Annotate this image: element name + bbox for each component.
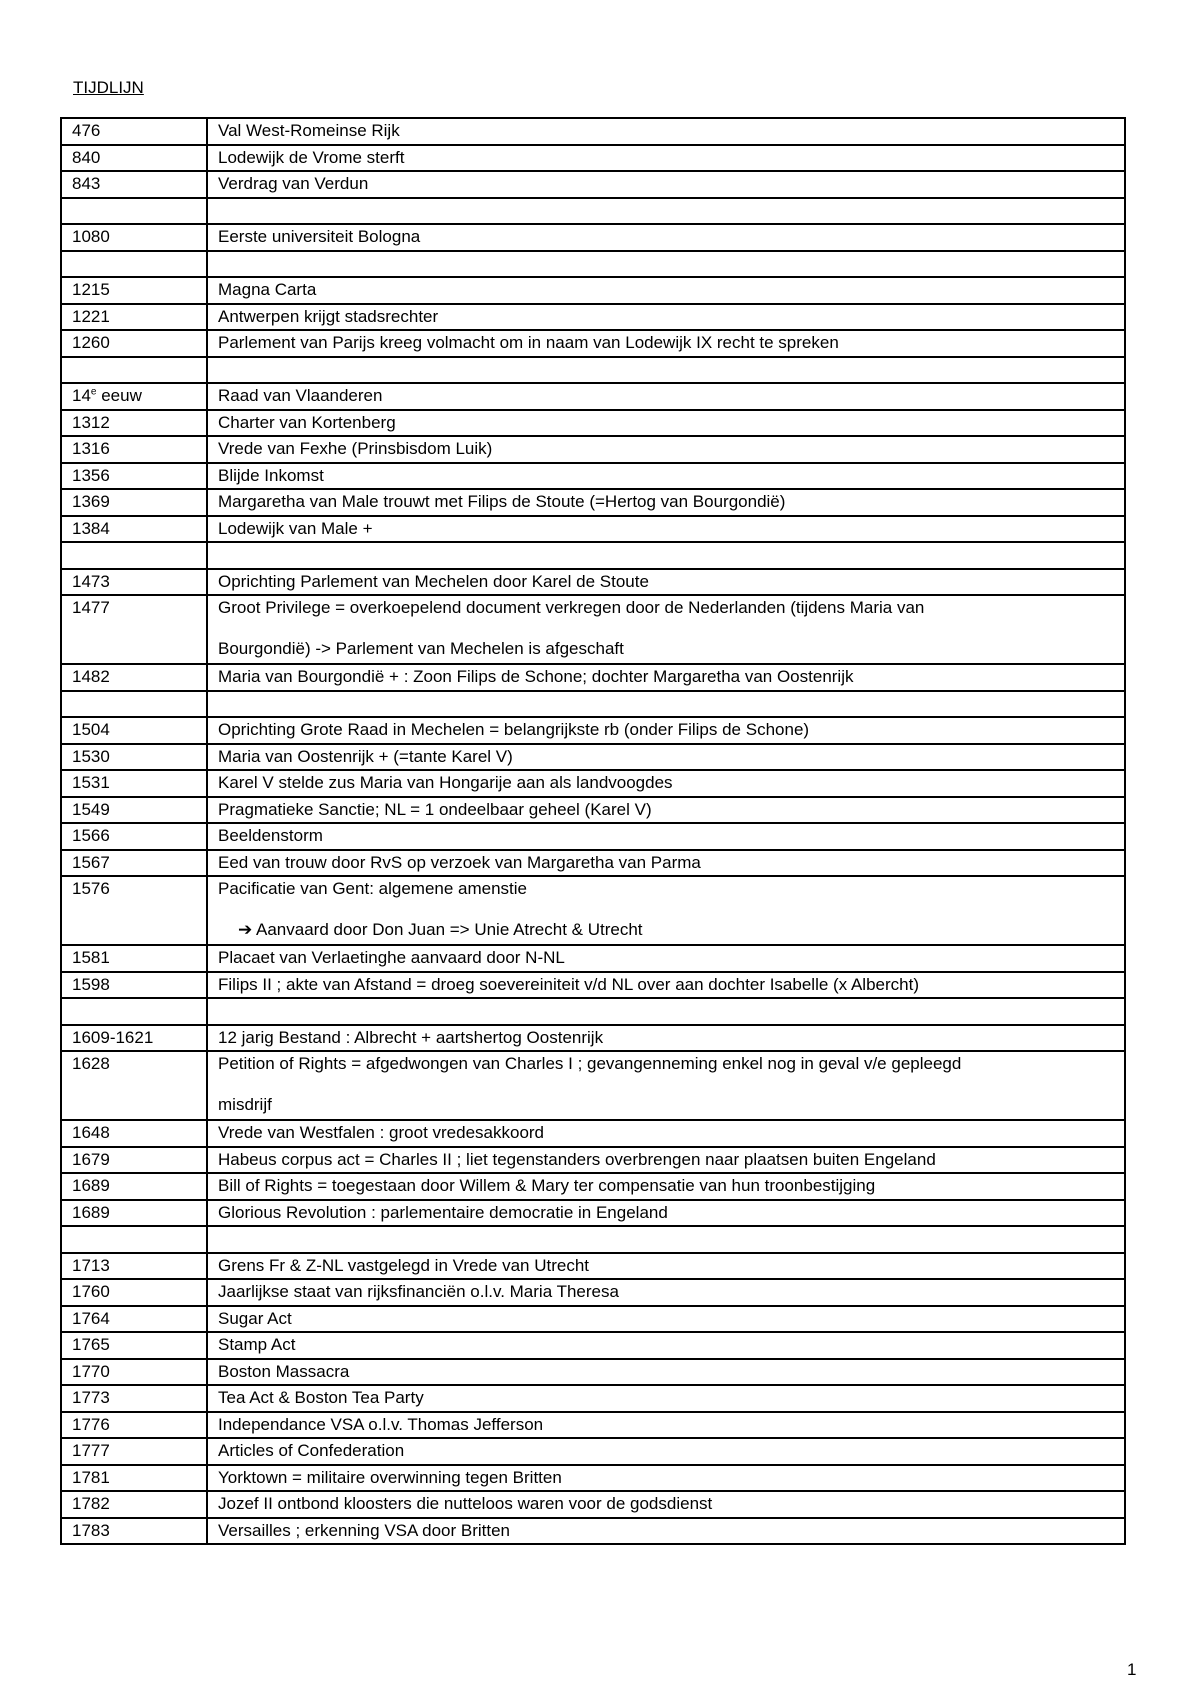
table-row xyxy=(61,1025,1125,1052)
event-cell xyxy=(207,1491,1125,1518)
year-cell xyxy=(61,998,207,1025)
table-row xyxy=(61,251,1125,278)
table-row xyxy=(61,436,1125,463)
event-cell xyxy=(207,664,1125,691)
event-cell xyxy=(207,542,1125,569)
table-row xyxy=(61,1359,1125,1386)
event-text: Karel V stelde zus Maria van Hongarije aan als landvoogdes xyxy=(218,773,673,792)
event-text: Verdrag van Verdun xyxy=(218,174,369,193)
year-cell: 1609-1621 xyxy=(61,1025,207,1052)
event-text: Glorious Revolution : parlementaire democratie in Engeland xyxy=(218,1202,668,1222)
event-text: Val West-Romeinse Rijk xyxy=(218,121,400,140)
year-cell xyxy=(61,542,207,569)
event-text: Yorktown = militaire overwinning tegen Britten xyxy=(218,1467,562,1487)
page-title: TIJDLIJN xyxy=(73,78,144,97)
event-cell xyxy=(207,1051,1125,1120)
table-row xyxy=(61,463,1125,490)
event-cell xyxy=(207,410,1125,437)
year-cell: 1531 xyxy=(61,770,207,797)
event-text: Eerste universiteit Bologna xyxy=(218,227,421,246)
event-cell xyxy=(207,436,1125,463)
year-cell: 1369 xyxy=(61,489,207,516)
timeline-table xyxy=(60,117,1126,1545)
event-text: Pacificatie van Gent: algemene amenstie xyxy=(218,879,528,898)
event-text: Oprichting Grote Raad in Mechelen = belangrijkste rb (onder Filips de Schone) xyxy=(218,720,810,739)
year-cell: 476 xyxy=(61,118,207,145)
event-text: Petition of Rights = afgedwongen van Charles I ; gevangenneming enkel nog in geval v/e gepleegd xyxy=(218,1054,962,1073)
event-text-continued: misdrijf xyxy=(218,1094,272,1114)
table-row xyxy=(61,717,1125,744)
event-cell xyxy=(207,171,1125,198)
event-text: Tea Act & Boston Tea Party xyxy=(218,1388,424,1407)
year-cell: 1260 xyxy=(61,330,207,357)
year-cell: 1770 xyxy=(61,1359,207,1386)
event-cell xyxy=(207,691,1125,718)
event-cell xyxy=(207,357,1125,384)
table-row xyxy=(61,876,1125,945)
table-row xyxy=(61,1120,1125,1147)
year-cell: 1783 xyxy=(61,1518,207,1545)
event-cell xyxy=(207,304,1125,331)
event-text: Articles of Confederation xyxy=(218,1441,405,1460)
event-cell xyxy=(207,1438,1125,1465)
event-text: Vrede van Fexhe (Prinsbisdom Luik) xyxy=(218,439,493,458)
table-row xyxy=(61,1279,1125,1306)
event-text: Jozef II ontbond kloosters die nutteloos waren voor de godsdienst xyxy=(218,1494,713,1513)
table-row xyxy=(61,198,1125,225)
year-cell: 1566 xyxy=(61,823,207,850)
arrow-right-icon: ➔ xyxy=(238,919,253,939)
event-cell xyxy=(207,1518,1125,1545)
year-cell: 1764 xyxy=(61,1306,207,1333)
table-row xyxy=(61,224,1125,251)
year-cell: 1312 xyxy=(61,410,207,437)
year-cell: 1530 xyxy=(61,744,207,771)
event-text: Lodewijk de Vrome sterft xyxy=(218,147,405,167)
table-row xyxy=(61,664,1125,691)
table-row xyxy=(61,383,1125,410)
table-row xyxy=(61,1306,1125,1333)
year-cell: 1384 xyxy=(61,516,207,543)
page-number: 1 xyxy=(1127,1660,1137,1679)
table-row xyxy=(61,1491,1125,1518)
table-row xyxy=(61,569,1125,596)
year-cell: 1549 xyxy=(61,797,207,824)
event-text: Bill of Rights = toegestaan door Willem & Mary ter compensatie van hun troonbestijging xyxy=(218,1176,876,1195)
event-cell xyxy=(207,744,1125,771)
year-cell: 1215 xyxy=(61,277,207,304)
event-text: Filips II ; akte van Afstand = droeg soevereiniteit v/d NL over aan dochter Isabelle (x Albercht) xyxy=(218,974,919,994)
table-row xyxy=(61,1438,1125,1465)
table-row xyxy=(61,1385,1125,1412)
year-cell: 840 xyxy=(61,145,207,172)
event-cell xyxy=(207,277,1125,304)
event-text: Margaretha van Male trouwt met Filips de Stoute (=Hertog van Bourgondië) xyxy=(218,492,786,511)
year-unit: eeuw xyxy=(96,386,142,405)
event-text: Eed van trouw door RvS op verzoek van Margaretha van Parma xyxy=(218,852,701,872)
year-cell: 1504 xyxy=(61,717,207,744)
event-text: Magna Carta xyxy=(218,280,317,299)
event-text: Oprichting Parlement van Mechelen door Karel de Stoute xyxy=(218,571,649,591)
table-row xyxy=(61,1200,1125,1227)
event-cell xyxy=(207,823,1125,850)
event-cell xyxy=(207,717,1125,744)
event-cell xyxy=(207,972,1125,999)
event-cell xyxy=(207,1306,1125,1333)
event-cell xyxy=(207,383,1125,410)
event-cell xyxy=(207,1253,1125,1280)
event-cell xyxy=(207,876,1125,945)
year-cell: 1598 xyxy=(61,972,207,999)
table-row xyxy=(61,145,1125,172)
table-row xyxy=(61,945,1125,972)
event-cell xyxy=(207,1200,1125,1227)
table-row xyxy=(61,542,1125,569)
table-row xyxy=(61,1147,1125,1174)
table-row xyxy=(61,489,1125,516)
event-cell xyxy=(207,516,1125,543)
event-text: Parlement van Parijs kreeg volmacht om in naam van Lodewijk IX recht te spreken xyxy=(218,333,839,352)
year-cell: 1581 xyxy=(61,945,207,972)
table-row xyxy=(61,972,1125,999)
table-row xyxy=(61,1226,1125,1253)
event-text: Versailles ; erkenning VSA door Britten xyxy=(218,1520,510,1540)
event-cell xyxy=(207,1359,1125,1386)
event-cell xyxy=(207,1465,1125,1492)
year-cell: 1356 xyxy=(61,463,207,490)
timeline-body xyxy=(61,118,1125,1544)
event-text: Raad van Vlaanderen xyxy=(218,386,383,405)
year-cell xyxy=(61,383,207,410)
table-row xyxy=(61,357,1125,384)
table-row xyxy=(61,797,1125,824)
year-ordinal-suffix: e xyxy=(90,386,97,398)
event-text: Beeldenstorm xyxy=(218,826,323,845)
event-text: Blijde Inkomst xyxy=(218,465,324,485)
event-text: Jaarlijkse staat van rijksfinanciën o.l.v. Maria Theresa xyxy=(218,1282,619,1301)
event-cell xyxy=(207,1173,1125,1200)
event-cell xyxy=(207,330,1125,357)
event-cell xyxy=(207,224,1125,251)
event-cell xyxy=(207,945,1125,972)
table-row xyxy=(61,1412,1125,1439)
table-row xyxy=(61,770,1125,797)
event-text: Maria van Bourgondië + : Zoon Filips de Schone; dochter Margaretha van Oostenrijk xyxy=(218,667,854,686)
table-row xyxy=(61,277,1125,304)
year-cell: 1628 xyxy=(61,1051,207,1120)
year-cell: 1782 xyxy=(61,1491,207,1518)
year-cell: 1648 xyxy=(61,1120,207,1147)
event-cell xyxy=(207,489,1125,516)
event-cell xyxy=(207,198,1125,225)
year-cell: 1080 xyxy=(61,224,207,251)
table-row xyxy=(61,304,1125,331)
table-row xyxy=(61,1518,1125,1545)
event-cell xyxy=(207,1385,1125,1412)
year-cell xyxy=(61,251,207,278)
table-row xyxy=(61,1051,1125,1120)
event-cell xyxy=(207,1120,1125,1147)
table-row xyxy=(61,1253,1125,1280)
year-cell: 1221 xyxy=(61,304,207,331)
event-cell xyxy=(207,1412,1125,1439)
year-cell: 1689 xyxy=(61,1200,207,1227)
year-number: 14 xyxy=(72,386,91,405)
year-cell: 1576 xyxy=(61,876,207,945)
year-cell: 1477 xyxy=(61,595,207,664)
year-cell xyxy=(61,357,207,384)
table-row xyxy=(61,410,1125,437)
event-text: Charter van Kortenberg xyxy=(218,412,396,432)
event-cell xyxy=(207,998,1125,1025)
event-text: Independance VSA o.l.v. Thomas Jefferson xyxy=(218,1414,544,1434)
event-text: Lodewijk van Male + xyxy=(218,518,373,538)
year-cell: 1773 xyxy=(61,1385,207,1412)
event-bullet-text: Aanvaard door Don Juan => Unie Atrecht & Utrecht xyxy=(256,919,643,939)
table-row xyxy=(61,1465,1125,1492)
event-cell xyxy=(207,569,1125,596)
event-text: Antwerpen krijgt stadsrechter xyxy=(218,306,439,326)
year-cell: 1689 xyxy=(61,1173,207,1200)
table-row xyxy=(61,823,1125,850)
year-cell: 843 xyxy=(61,171,207,198)
year-cell: 1679 xyxy=(61,1147,207,1174)
event-cell xyxy=(207,1147,1125,1174)
table-row xyxy=(61,171,1125,198)
table-row xyxy=(61,691,1125,718)
year-cell: 1316 xyxy=(61,436,207,463)
event-cell xyxy=(207,595,1125,664)
event-text-continued: Bourgondië) -> Parlement van Mechelen is afgeschaft xyxy=(218,638,624,658)
year-cell: 1776 xyxy=(61,1412,207,1439)
year-cell: 1760 xyxy=(61,1279,207,1306)
table-row xyxy=(61,1173,1125,1200)
table-row xyxy=(61,516,1125,543)
event-cell xyxy=(207,1332,1125,1359)
event-text: Vrede van Westfalen : groot vredesakkoord xyxy=(218,1123,545,1142)
event-text: 12 jarig Bestand : Albrecht + aartshertog Oostenrijk xyxy=(218,1027,604,1047)
year-cell: 1713 xyxy=(61,1253,207,1280)
event-text: Groot Privilege = overkoepelend document verkregen door de Nederlanden (tijdens Maria van xyxy=(218,598,925,617)
table-row xyxy=(61,998,1125,1025)
event-cell xyxy=(207,1226,1125,1253)
year-cell xyxy=(61,198,207,225)
table-row xyxy=(61,1332,1125,1359)
table-row xyxy=(61,744,1125,771)
event-cell xyxy=(207,251,1125,278)
table-row xyxy=(61,850,1125,877)
year-cell: 1777 xyxy=(61,1438,207,1465)
event-cell xyxy=(207,770,1125,797)
table-row xyxy=(61,118,1125,145)
year-cell: 1482 xyxy=(61,664,207,691)
table-row xyxy=(61,595,1125,664)
event-cell xyxy=(207,145,1125,172)
event-cell xyxy=(207,850,1125,877)
year-cell xyxy=(61,691,207,718)
event-text: Sugar Act xyxy=(218,1308,292,1328)
year-cell: 1473 xyxy=(61,569,207,596)
event-cell xyxy=(207,118,1125,145)
event-cell xyxy=(207,1025,1125,1052)
event-text: Habeus corpus act = Charles II ; liet tegenstanders overbrengen naar plaatsen buiten Engeland xyxy=(218,1149,936,1169)
event-bullet-line xyxy=(218,918,1124,943)
table-row xyxy=(61,330,1125,357)
year-cell: 1765 xyxy=(61,1332,207,1359)
event-text: Pragmatieke Sanctie; NL = 1 ondeelbaar geheel (Karel V) xyxy=(218,799,652,819)
year-cell: 1567 xyxy=(61,850,207,877)
event-cell xyxy=(207,797,1125,824)
year-cell xyxy=(61,1226,207,1253)
event-text: Boston Massacra xyxy=(218,1361,350,1381)
year-cell: 1781 xyxy=(61,1465,207,1492)
event-text: Maria van Oostenrijk + (=tante Karel V) xyxy=(218,746,513,766)
event-text: Grens Fr & Z-NL vastgelegd in Vrede van Utrecht xyxy=(218,1255,590,1275)
event-cell xyxy=(207,1279,1125,1306)
event-text: Stamp Act xyxy=(218,1335,296,1354)
event-text: Placaet van Verlaetinghe aanvaard door N-NL xyxy=(218,948,565,967)
event-cell xyxy=(207,463,1125,490)
